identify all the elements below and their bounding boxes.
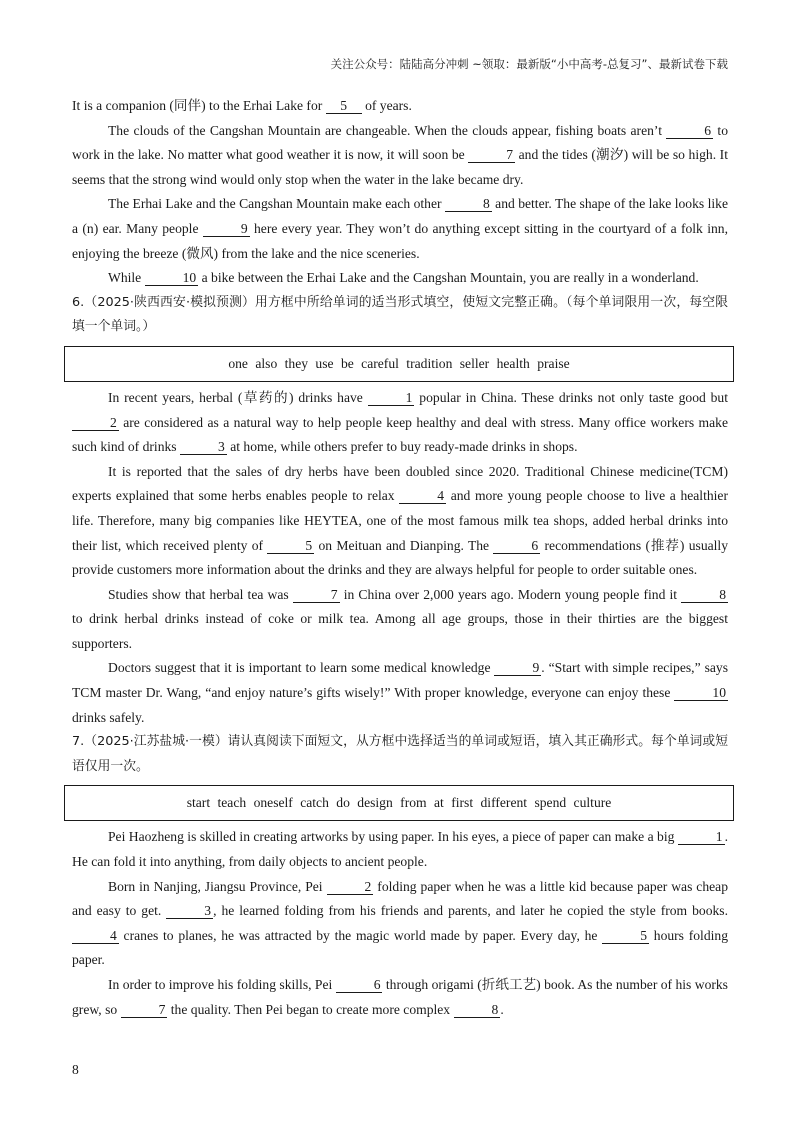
question7-title: 7.（2025·江苏盐城·一模）请认真阅读下面短文，从方框中选择适当的单词或短语，填入其正确形式。每个单词或短语仅用一次。 — [72, 734, 728, 774]
blank-1[interactable]: 1 — [368, 390, 415, 406]
blank-8[interactable]: 8 — [681, 587, 728, 603]
blank-9[interactable]: 9 — [203, 221, 250, 237]
page-header: 关注公众号：陆陆高分冲刺 ~领取：最新版“小中高考-总复习”、最新试卷下载 — [330, 57, 728, 71]
passage-text: and the tides (潮汐) will be so high. It seems that the strong wind would only stop when the water in the lake became dry. — [72, 147, 728, 187]
paragraph — [72, 875, 728, 973]
passage-text: . — [500, 1001, 504, 1017]
passage-text: to drink herbal drinks instead of coke or milk tea. Among all age groups, those in their thirties are the biggest supporters. — [72, 611, 728, 651]
blank-1[interactable]: 1 — [678, 829, 725, 845]
passage-text: While — [108, 270, 145, 286]
blank-10[interactable]: 10 — [145, 270, 199, 286]
passage-text: In recent years, herbal (草药的) drinks have — [108, 389, 368, 405]
blank-10[interactable]: 10 — [674, 685, 728, 701]
blank-4[interactable]: 4 — [72, 928, 119, 944]
passage-text: The Erhai Lake and the Cangshan Mountain make each other — [108, 196, 445, 212]
paragraph — [72, 94, 728, 119]
passage-text: The clouds of the Cangshan Mountain are changeable. When the clouds appear, fishing boats aren’t — [108, 122, 667, 138]
blank-5[interactable]: 5 — [326, 98, 362, 114]
passage-text: , he learned folding from his friends and parents, and later he copied the style from books. — [213, 903, 728, 919]
passage-text: the quality. Then Pei began to create more complex — [167, 1001, 454, 1017]
passage-text: of years. — [361, 98, 412, 113]
question7-passage — [72, 825, 728, 1022]
paragraph — [72, 583, 728, 657]
passage-text: popular in China. These drinks not only taste good but — [414, 389, 729, 405]
passage-text: . He can fold it into anything, from daily objects to ancient people. — [72, 829, 728, 870]
paragraph — [72, 192, 728, 266]
paragraph — [72, 386, 728, 460]
blank-8[interactable]: 8 — [454, 1002, 501, 1018]
blank-3[interactable]: 3 — [180, 439, 227, 455]
passage-text: and more young people choose to live a healthier life. Therefore, many big companies like HEYTEA, one of the most famous milk tea shops, added herbal drinks into their list, which received plenty of — [72, 488, 728, 553]
passage-text: cranes to planes, he was attracted by the magic world made by paper. Every day, he — [118, 927, 603, 943]
passage-text: Born in Nanjing, Jiangsu Province, Pei — [108, 878, 327, 894]
passage-text: It is a companion (同伴) to the Erhai Lake for — [72, 98, 326, 113]
blank-7[interactable]: 7 — [293, 587, 340, 603]
passage-text: drinks safely. — [72, 709, 145, 725]
passage5-continued — [72, 94, 728, 291]
paragraph — [72, 656, 728, 730]
question6-word-box: one also they use be careful tradition seller health praise — [64, 346, 734, 382]
paragraph — [72, 825, 728, 874]
passage-text: on Meituan and Dianping. The — [314, 537, 494, 553]
page-content — [72, 94, 728, 1022]
passage-text: Pei Haozheng is skilled in creating artworks by using paper. In his eyes, a piece of paper can make a big — [108, 829, 678, 845]
blank-9[interactable]: 9 — [494, 660, 541, 676]
paragraph — [72, 973, 728, 1022]
question7-word-box: start teach oneself catch do design from at first different spend culture — [64, 785, 734, 821]
blank-7[interactable]: 7 — [468, 147, 515, 163]
blank-6[interactable]: 6 — [493, 538, 540, 554]
paragraph — [72, 119, 728, 193]
passage-text: hours folding paper. — [72, 927, 728, 968]
blank-7[interactable]: 7 — [121, 1002, 168, 1018]
blank-5[interactable]: 5 — [267, 538, 314, 554]
passage-text: through origami (折纸工艺) book. As the number of his works grew, so — [72, 977, 728, 1017]
passage-text: at home, while others prefer to buy ready-made drinks in shops. — [226, 439, 578, 455]
question6-title: 6.（2025·陕西西安·模拟预测）用方框中所给单词的适当形式填空，使短文完整正确。（每个单词限用一次，每空限填一个单词。） — [72, 294, 728, 335]
passage-text: in China over 2,000 years ago. Modern young people find it — [339, 586, 682, 602]
passage-text: and better. The shape of the lake looks like a (n) ear. Many people — [72, 196, 728, 236]
passage-text: are considered as a natural way to help people keep healthy and deal with stress. Many office workers make such kind of drinks — [72, 414, 728, 455]
paragraph — [72, 460, 728, 583]
blank-5[interactable]: 5 — [602, 928, 649, 944]
passage-text: In order to improve his folding skills, Pei — [108, 977, 336, 992]
passage-text: to work in the lake. No matter what good weather it is now, it will soon be — [72, 122, 728, 163]
blank-2[interactable]: 2 — [72, 415, 119, 431]
passage-text: Studies show that herbal tea was — [108, 586, 293, 602]
passage-text: a bike between the Erhai Lake and the Cangshan Mountain, you are really in a wonderland. — [198, 270, 699, 286]
paragraph — [72, 266, 728, 291]
passage-text: here every year. They won’t do anything except sitting in the courtyard of a folk inn, enjoying the breeze (微风) from the lake and the nice sceneries. — [72, 220, 728, 261]
question6-passage — [72, 386, 728, 730]
blank-3[interactable]: 3 — [166, 903, 213, 919]
blank-6[interactable]: 6 — [336, 977, 383, 993]
passage-text: recommendations (推荐) usually provide customers more information about the drinks and they are always helpful for people to order suitable ones. — [72, 537, 729, 578]
blank-8[interactable]: 8 — [445, 196, 492, 212]
blank-2[interactable]: 2 — [327, 879, 374, 895]
blank-4[interactable]: 4 — [399, 488, 446, 504]
blank-6[interactable]: 6 — [666, 123, 713, 139]
passage-text: Doctors suggest that it is important to learn some medical knowledge — [108, 660, 495, 676]
passage-text: It is reported that the sales of dry herbs have been doubled since 2020. Traditional Chinese medicine(TCM) experts explained that some herbs enables people to relax — [72, 463, 728, 504]
passage-text: . “Start with simple recipes,” says TCM master Dr. Wang, “and enjoy nature’s gifts wisely!” With proper knowledge, everyone can enjoy these — [72, 660, 728, 701]
page-number: 8 — [72, 1062, 79, 1077]
passage-text: folding paper when he was a little kid because paper was cheap and easy to get. — [72, 878, 729, 919]
